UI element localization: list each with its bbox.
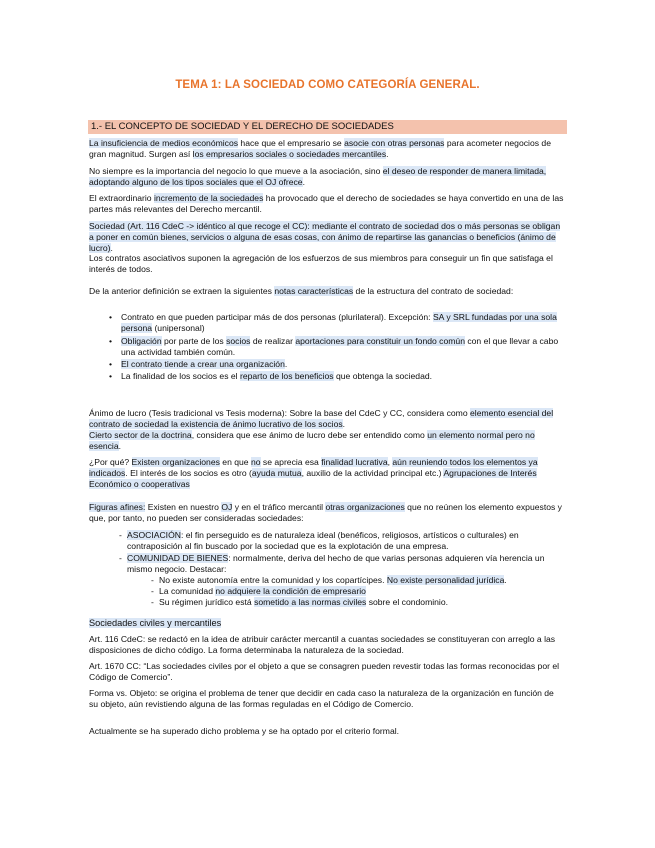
text-span: sometido a las normas civiles [254, 597, 367, 607]
bullet-icon: • [109, 312, 113, 322]
paragraph-5: Los contratos asociativos suponen la agregación de los esfuerzos de sus miembros para conseguir un fin que satisfaga el interés de todos. [89, 253, 553, 274]
text-span: COMUNIDAD DE BIENES [127, 553, 229, 563]
text-span: . [342, 419, 346, 429]
paragraph-6 [89, 286, 565, 297]
text-span: que obtenga la sociedad. [333, 371, 433, 381]
list-item [151, 575, 559, 586]
text-span: de la estructura del contrato de sociedad: [353, 286, 514, 296]
text-span: Existen en nuestro [145, 502, 222, 512]
text-span: La comunidad [159, 586, 216, 596]
text-span: elemento esencial del contrato de sociedad la existencia de ánimo lucrativo de los socios [89, 408, 554, 429]
text-span: aportaciones para constituir un fondo común [295, 336, 465, 346]
text-span: Agrupaciones de Interés Económico o cooperativas [89, 468, 537, 489]
text-span: No siempre es la importancia del negocio lo que mueve a la asociación, sino [89, 166, 383, 176]
text-span: y en el tráfico mercantil [232, 502, 326, 512]
list-item [151, 597, 559, 608]
text-span: el deseo de responder de manera limitada, adoptando alguno de los tipos sociales que el OJ ofrece [89, 166, 547, 187]
text-span: (unipersonal) [152, 323, 205, 333]
text-span: . [110, 243, 113, 253]
text-span: reparto de los beneficios [239, 371, 334, 381]
text-span: un elemento normal pero no esencia [89, 430, 535, 451]
bullet-icon: • [109, 359, 113, 369]
text-span: : el fin perseguido es de naturaleza ideal (benéficos, religiosos, artísticos o culturales) en contraposición al fin buscado por la sociedad que es la explotación de una empresa. [127, 530, 519, 551]
text-span: La finalidad de los socios es el [121, 371, 240, 381]
paragraph-8 [89, 457, 565, 490]
text-span: No existe personalidad jurídica [386, 575, 505, 585]
text-span: Ánimo de lucro (Tesis tradicional vs Tesis moderna): Sobre la base del CdeC y CC, considera como [89, 408, 470, 418]
text-span: El extraordinario [89, 193, 154, 203]
text-span: . [284, 359, 288, 369]
paragraph-4 [89, 221, 565, 254]
list-item [151, 586, 559, 597]
list-item [109, 336, 561, 358]
paragraph-10: Art. 116 CdeC: se redactó en la idea de atribuir carácter mercantil a cuantas sociedades se constituyeran con arreglo a las disposiciones de dicho código. La forma determinaba la naturaleza de la sociedad. [89, 634, 556, 655]
text-span: . [118, 441, 122, 451]
list-item [109, 359, 561, 370]
text-span: ¿Por qué? [89, 457, 132, 467]
paragraph-12: Forma vs. Objeto: se origina el problema de tener que decidir en cada caso la naturaleza de la organización en función de su objeto, aún revistiendo alguna de las formas reguladas en el Código de Comercio. [89, 688, 554, 709]
text-span: Obligación [121, 336, 162, 346]
text-span: aún reuniendo todos los elementos ya indicados [89, 457, 538, 478]
bullet-icon: • [109, 371, 113, 381]
text-span: Cierto sector de la doctrina [89, 430, 192, 440]
text-span: . El interés de los socios es otro ( [125, 468, 252, 478]
paragraph-1 [89, 138, 565, 160]
text-span: No existe autonomía entre la comunidad y los copartícipes. [159, 575, 387, 585]
text-span: ASOCIACIÓN [127, 530, 181, 540]
text-span: socios [226, 336, 251, 346]
text-span: Sociedad (Art. 116 CdeC -> idéntico al que recoge el CC): mediante el contrato de sociedad dos o más personas se obligan a poner en común bienes, servicios o alguna de esas cosas, con ánimo de repartirse las ganancias o beneficios (ánimo de lucro) [89, 221, 561, 253]
text-span: , [387, 457, 393, 467]
text-span: La insuficiencia de medios económicos [89, 138, 239, 148]
subsection-title [89, 617, 221, 629]
text-span: SA y SRL fundadas por una sola persona [121, 312, 557, 333]
text-span: : normalmente, deriva del hecho de que varias personas adquieren vía herencia un mismo negocio. Destacar: [127, 553, 545, 574]
text-span: Figuras afines: [89, 502, 146, 512]
section-heading: 1.- EL CONCEPTO DE SOCIEDAD Y EL DERECHO DE SOCIEDADES [88, 120, 567, 134]
text-span: se aprecia esa [260, 457, 322, 467]
text-span: De la anterior definición se extraen la siguientes [89, 286, 275, 296]
text-span: finalidad lucrativa [321, 457, 388, 467]
text-span: notas características [274, 286, 354, 296]
dash-icon: - [119, 530, 122, 540]
text-span: incremento de la sociedades [153, 193, 264, 203]
text-span: . [302, 177, 305, 187]
list-item [109, 312, 561, 334]
paragraph-3 [89, 193, 565, 215]
text-span: otras organizaciones [325, 502, 405, 512]
text-span: Su régimen jurídico está [159, 597, 255, 607]
dash-icon: - [119, 553, 122, 563]
text-span: para acometer negocios de gran magnitud. Surgen así [89, 138, 551, 159]
text-span: no adquiere la condición de empresario [215, 586, 366, 596]
text-span: que no reúnen los elemento expuestos y que, por tanto, no pueden ser consideradas sociedades: [89, 502, 562, 523]
text-span: hace que el empresario se [238, 138, 345, 148]
dash-icon: - [151, 575, 154, 585]
paragraph-11: Art. 1670 CC: “Las sociedades civiles por el objeto a que se consagren pueden revestir todas las formas reconocidas por el Código de Comercio”. [89, 661, 560, 682]
text-span: OJ [221, 502, 233, 512]
text-span: , considera que ese ánimo de lucro debe ser entendido como [191, 430, 428, 440]
dash-icon: - [151, 586, 154, 596]
list-item [119, 553, 559, 575]
paragraph-7 [89, 408, 565, 452]
text-span: de realizar [250, 336, 296, 346]
text-span: por parte de los [161, 336, 227, 346]
bullet-icon: • [109, 336, 113, 346]
text-span: sobre el condominio. [366, 597, 448, 607]
page-title: TEMA 1: LA SOCIEDAD COMO CATEGORÍA GENERAL. [175, 79, 480, 91]
paragraph-9 [89, 502, 565, 524]
text-span: asocie con otras personas [344, 138, 445, 148]
list-item [119, 530, 559, 552]
dash-icon: - [151, 597, 154, 607]
text-span: Existen organizaciones [131, 457, 220, 467]
text-span: , auxilio de la actividad principal etc.) [301, 468, 444, 478]
text-span: . [504, 575, 507, 585]
list-item [109, 371, 561, 382]
text-span: . [386, 149, 389, 159]
text-span: los empresarios sociales o sociedades mercantiles [192, 149, 387, 159]
text-span: El contrato tiende a crear una organización [121, 359, 285, 369]
text-span: Contrato en que pueden participar más de dos personas (plurilateral). Excepción: [121, 312, 433, 322]
text-span: ha provocado que el derecho de sociedades se haya convertido en una de las partes más relevantes del Derecho mercantil. [89, 193, 564, 214]
text-span: no [250, 457, 261, 467]
text-span: Sociedades civiles y mercantiles [89, 618, 222, 628]
text-span: en que [219, 457, 251, 467]
paragraph-2 [89, 166, 565, 188]
text-span: ayuda mutua [251, 468, 302, 478]
paragraph-13: Actualmente se ha superado dicho problema y se ha optado por el criterio formal. [89, 726, 400, 736]
text-span: con el que llevar a cabo una actividad también común. [121, 336, 559, 357]
